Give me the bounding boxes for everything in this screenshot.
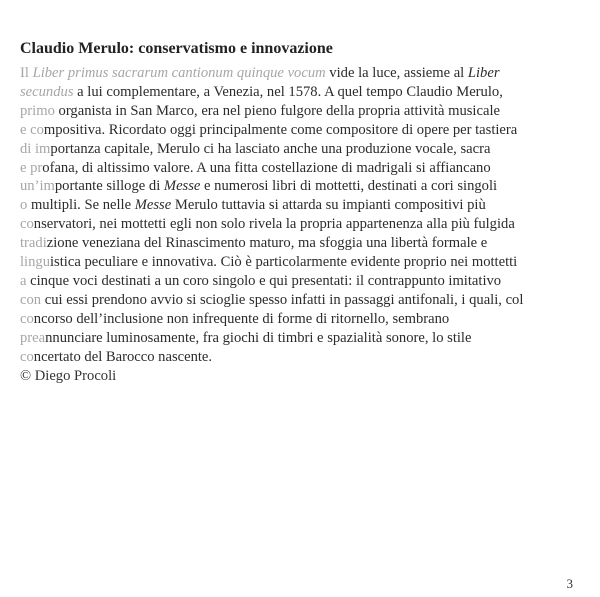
text-segment: Messe <box>163 178 201 195</box>
text-line <box>20 348 580 367</box>
text-line <box>20 64 580 83</box>
text-segment: portanza capitale, Merulo ci ha lasciato anche una produzione vocale, sacra <box>50 140 491 157</box>
text-segment: con <box>20 291 45 308</box>
text-segment: e pr <box>20 159 43 176</box>
text-line <box>20 253 580 272</box>
essay-paragraph <box>20 64 580 367</box>
text-segment: co <box>20 216 34 233</box>
author-credit: © Diego Procoli <box>20 367 117 384</box>
text-segment: Liber primus sacrarum cantionum quinque vocum <box>32 65 326 81</box>
text-segment: multipli. Se nelle <box>30 197 135 214</box>
section-heading: Claudio Merulo: conservatismo e innovazione <box>20 40 333 57</box>
text-line <box>20 272 580 291</box>
text-segment: Messe <box>134 197 172 214</box>
text-segment: Merulo tuttavia si attarda su impianti compositivi più <box>171 197 486 214</box>
text-segment: Il <box>20 65 33 81</box>
text-segment: ncertato del Barocco nascente. <box>33 348 213 365</box>
text-segment: primo <box>20 102 55 119</box>
text-line <box>20 215 580 234</box>
text-segment: vide la luce, assieme al <box>325 65 468 81</box>
text-segment: di im <box>20 140 51 157</box>
text-segment: co <box>20 310 34 327</box>
text-segment: cui essi prendono avvio si scioglie spesso infatti in passaggi antifonali, i quali, col <box>44 291 524 308</box>
text-line <box>20 234 580 253</box>
text-segment: istica peculiare e innovativa. Ciò è particolarmente evidente proprio nei mottetti <box>50 254 518 271</box>
text-line <box>20 196 580 215</box>
text-segment: mpositiva. Ricordato oggi principalmente come compositore di opere per tastiera <box>43 121 518 138</box>
text-segment: a lui complementare, a Venezia, nel 1578. A quel tempo Claudio Merulo, <box>73 83 503 100</box>
text-line <box>20 140 580 159</box>
text-line <box>20 329 580 348</box>
text-segment: ncorso dell’inclusione non infrequente di forme di ritornello, sembrano <box>33 310 450 327</box>
text-segment: secundus <box>20 83 74 100</box>
essay-body <box>20 64 580 385</box>
text-segment: ofana, di altissimo valore. A una fitta costellazione di madrigali si affiancano <box>42 159 491 176</box>
text-segment: tradi <box>20 235 47 252</box>
page-number: 3 <box>566 576 573 591</box>
text-segment: portante silloge di <box>54 178 164 195</box>
text-segment: zione veneziana del Rinascimento maturo, ma sfoggia una libertà formale e <box>46 235 488 252</box>
text-segment: lingu <box>20 254 50 271</box>
text-line <box>20 83 580 102</box>
text-line <box>20 310 580 329</box>
text-segment: e co <box>20 121 44 138</box>
text-segment: nservatori, nei mottetti egli non solo rivela la propria appartenenza alla più fulgida <box>33 216 515 233</box>
text-segment: un’im <box>20 178 55 195</box>
text-segment: organista in San Marco, era nel pieno fulgore della propria attività musicale <box>54 102 500 119</box>
text-segment: co <box>20 348 34 365</box>
text-line <box>20 102 580 121</box>
text-segment: Liber <box>467 65 500 81</box>
text-line <box>20 159 580 178</box>
text-segment: a <box>20 272 31 289</box>
text-segment: o <box>20 197 31 214</box>
text-segment: e numerosi libri di mottetti, destinati a cori singoli <box>200 178 498 195</box>
text-line <box>20 291 580 310</box>
text-segment: nnunciare luminosamente, fra giochi di timbri e spazialità sonore, lo stile <box>45 329 472 346</box>
text-line <box>20 121 580 140</box>
text-line <box>20 177 580 196</box>
text-segment: cinque voci destinati a un coro singolo e qui presentati: il contrappunto imitativo <box>30 272 502 289</box>
text-segment: prea <box>20 329 46 346</box>
